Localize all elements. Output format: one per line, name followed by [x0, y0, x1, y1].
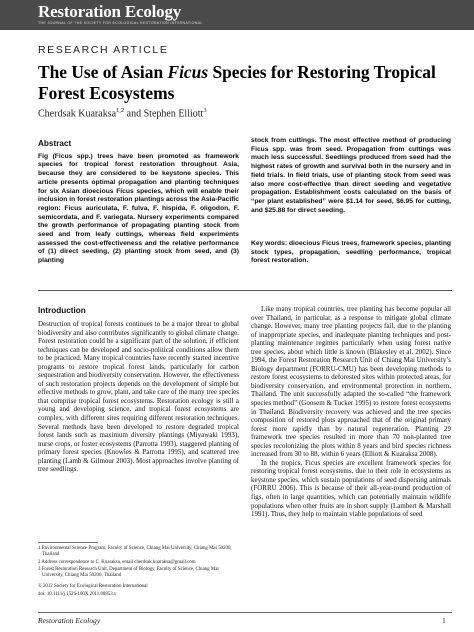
- author-1: Cherdsak Kuaraksa: [38, 108, 117, 120]
- footnote-3: 3 Forest Restoration Research Unit, Department of Biology, Faculty of Science, Chiang Mai University, Chiang Mai 50200, Thailand: [38, 566, 219, 579]
- abstract-text-left: Fig (Ficus spp.) trees have been promoted as framework species for tropical forest restoration throughout Asia, because they are considered to be keystone species. This article presents optimal propagation and planting techniques for six Asian dioecious Ficus species, which will enable their inclusion in forest restoration plantings across the Asia-Pacific region: Ficus auriculata, F. fulva, F. hispida, F. oligodon, F. semicordata, and F. variegata. Nursery experiments compared the growth performance of propagating planting stock from seed and from leafy cuttings, whereas field experiments assessed the cost-effectiveness and the relative performance of (1) direct seeding, (2) planting stock from seed, and (3) planting: [38, 152, 239, 265]
- introduction-heading: Introduction: [38, 306, 86, 315]
- abstract-left: [38, 140, 239, 266]
- keywords: [251, 240, 451, 266]
- abstract-text-right: stock from cuttings. The most effective method of producing Ficus spp. was from seed. Propagation from cuttings was much less successful. Seedlings produced from seed had the highest rates of growth and survival both in the nursery and in field trials. In field trials, use of planting stock from seed was also more cost-effective than direct seeding and vegetative propagation. Establishment costs calculated on the basis of “per plant established” were $1.14 for seed, $6.95 for cutting, and $25.88 for direct seeding.: [251, 137, 451, 214]
- keywords-label: Key words:: [251, 240, 288, 247]
- author-joiner: and: [126, 108, 142, 120]
- section-divider: [38, 290, 452, 291]
- copyright-notice: © 2012 Society for Ecological Restoration International: [38, 584, 148, 590]
- intro-paragraph-3: In the tropics, Ficus species are excellent framework species for restoring tropical forest ecosystems, due to their role in ecosystems as keystone species, which sustain populations of seed dispersing animals (FORRU 2006). This is because of their all-year-round production of figs, often in large quantities, which can potentially maintain wildlife populations when other fruits are in short supply (Lambert & Marshall 1991). Thus, they help to maintain viable populations of seed: [251, 458, 451, 519]
- intro-paragraph-1: Destruction of tropical forests continues to be a major threat to global biodiversity and also contributes significantly to global climate change. Forest restoration could be a significant part of the solution, if efficient techniques can be developed and socio-political conditions allow them to be practiced. Many tropical countries have recently started incentive programs to restore tropical forest lands, particularly for carbon sequestration and biodiversity conservation. However, the effectiveness of such restoration projects depends on the development of simple but effective methods to grow, plant, and take care of the many tree species that comprise tropical forest ecosystems. Restoration ecology is still a young and developing science, and tropical forest ecosystems are complex, with different sites requiring different restoration techniques. Several methods have been developed to restore degraded tropical forest lands such as maximum diversity plantings (Miyawaki 1993), nurse crops, or foster ecosystems (Parrotta 1993), staggered planting of primary forest species (Knowles & Parrotta 1995), and scattered tree planting (Lamb & Gilmour 2003). Most approaches involve planting of tree seedlings.: [38, 320, 239, 474]
- author-2-affiliation: 3: [203, 107, 207, 114]
- footnote-divider: [38, 542, 98, 543]
- article-type: RESEARCH ARTICLE: [38, 44, 169, 56]
- journal-subline: THE JOURNAL OF THE SOCIETY FOR ECOLOGICAL RESTORATION INTERNATIONAL: [38, 21, 203, 25]
- author-2: Stephen Elliott: [143, 108, 204, 120]
- footnote-1: 1 Environmental Science Program, Faculty of Science, Chiang Mai University, Chiang Mai 50200, Thailand: [38, 546, 232, 558]
- footnotes: [38, 546, 238, 599]
- keywords-text: dioecious Ficus trees, framework species, planting stock types, propagation, seedling performance, tropical forest restoration.: [251, 240, 452, 265]
- abstract-heading: Abstract: [38, 139, 72, 148]
- article-title: [38, 62, 448, 104]
- journal-name: Restoration Ecology: [38, 2, 182, 21]
- footer-rule: [38, 612, 452, 613]
- title-part1: The Use of Asian: [38, 62, 164, 82]
- title-part2: Species for Restoring Tropical Forest Ecosystems: [38, 62, 436, 103]
- introduction-right-column: [251, 305, 451, 519]
- title-italic: Ficus: [167, 62, 209, 82]
- footer-journal: Restoration Ecology: [38, 616, 101, 625]
- page-number: 1: [442, 616, 446, 625]
- author-list: [38, 107, 207, 119]
- introduction-left-column: [38, 320, 239, 474]
- author-1-affiliation: 1,2: [116, 107, 125, 114]
- doi: doi: 10.1111/j.1526-100X.2011.00853.x: [38, 591, 117, 597]
- journal-masthead: [0, 0, 474, 30]
- footnote-2: 2 Address correspondence to C. Kuaraksa, email cherdsak.kuaraksa@gmail.com: [38, 559, 196, 565]
- intro-paragraph-2: Like many tropical countries, tree planting has become popular all over Thailand, in particular, as a response to mitigate global climate change. However, many tree planting projects fail, due to the planting of inappropriate species, and inadequate planting techniques and post-planting maintenance regimes particularly when using forest native tree species, about which little is known (Blakesley et al. 2002). Since 1994, the Forest Restoration Research Unit of Chiang Mai University’s Biology department (FORRU-CMU) has been developing methods to restore forest ecosystems to deforested sites within protected areas, for biodiversity conservation, and environmental protection in northern, Thailand. The unit successfully adapted the so-called “the framework species method” (Goosem & Tucker 1995) to restore forest ecosystems in Thailand. Biodiversity recovery was achieved and the tree species composition of restored plots approached that of the original primary forest more rapidly than by natural regeneration. Planting 29 framework tree species resulted in more than 70 non-planted tree species recolonizing the plots within 8 years and bird species richness increased from 30 to 88, within 6 years (Elliott & Kuaraksa 2008).: [251, 305, 451, 459]
